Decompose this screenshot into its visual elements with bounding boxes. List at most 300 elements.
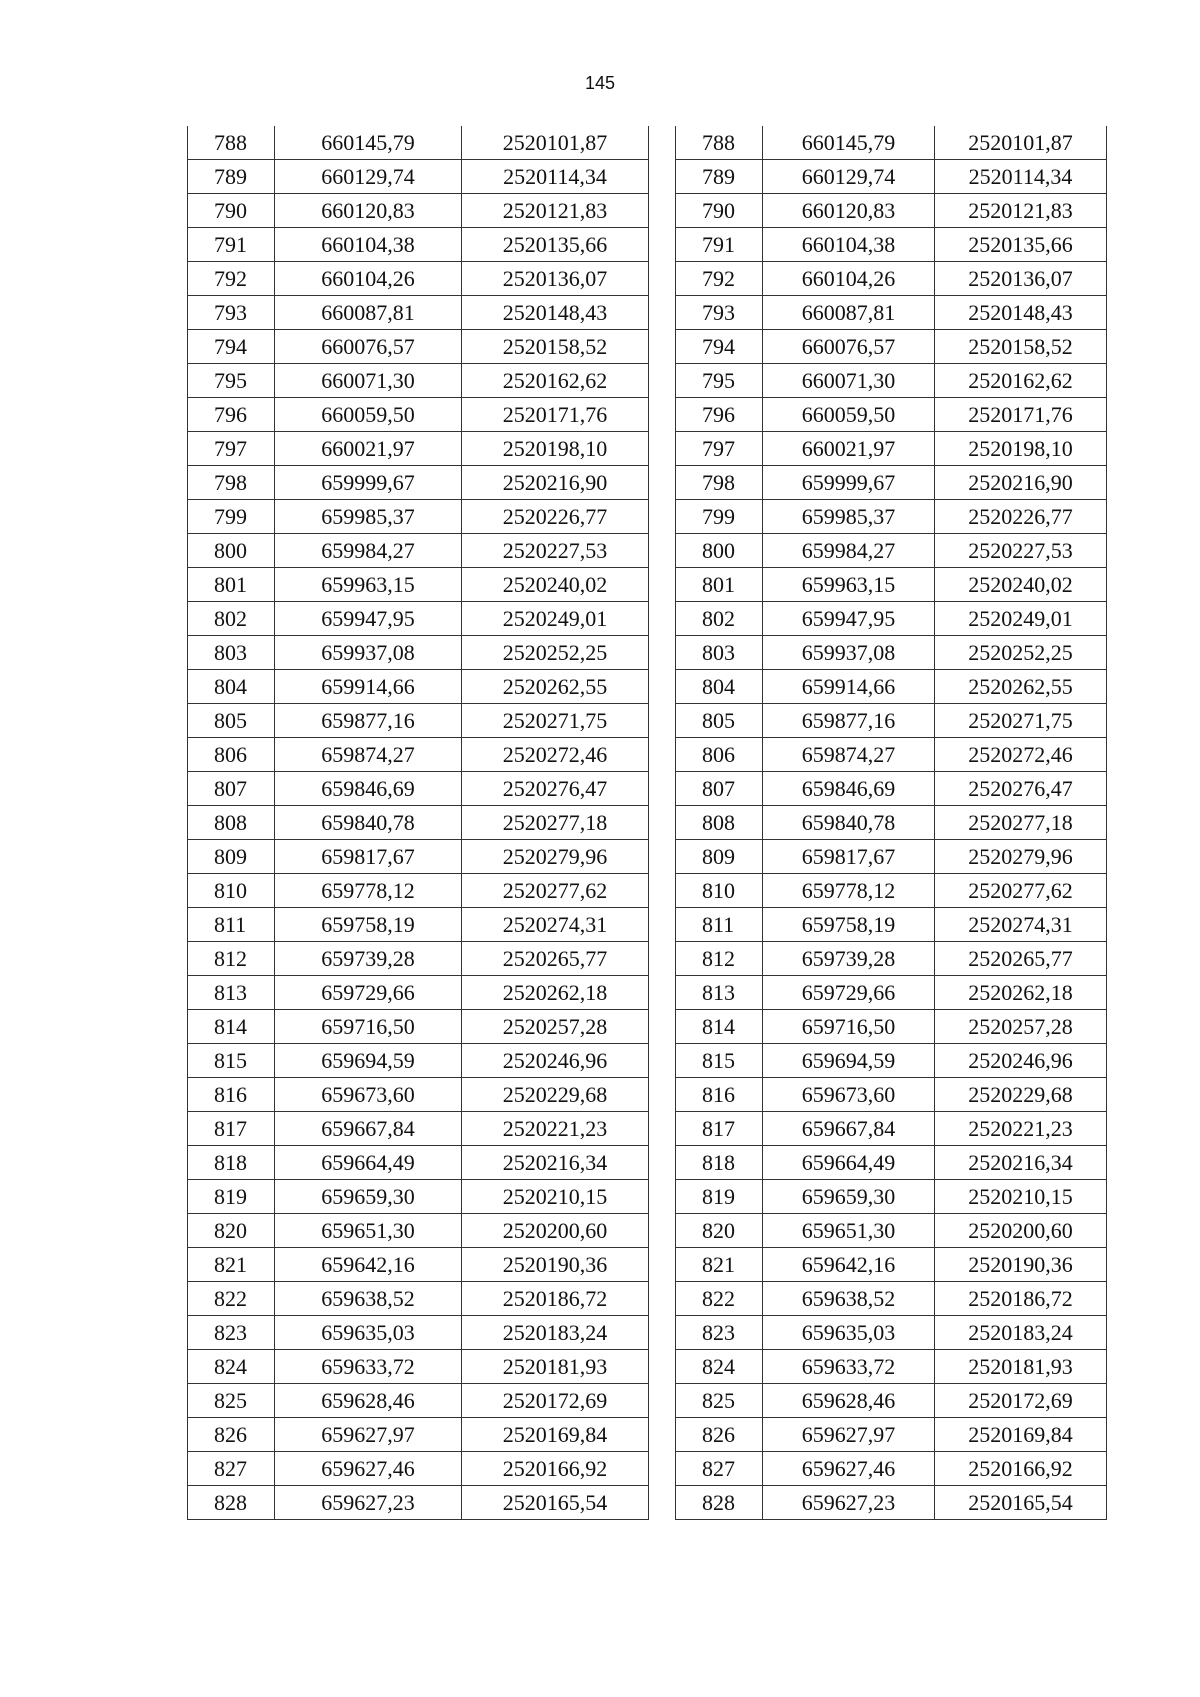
table-row	[676, 704, 1107, 738]
y-coordinate-cell: 2520171,76	[462, 398, 649, 432]
point-number-cell: 820	[676, 1214, 763, 1248]
table-row	[676, 466, 1107, 500]
table-row	[188, 1112, 649, 1146]
y-coordinate-cell: 2520271,75	[935, 704, 1107, 738]
y-coordinate-cell: 2520240,02	[935, 568, 1107, 602]
y-coordinate-cell: 2520272,46	[462, 738, 649, 772]
table-row	[188, 806, 649, 840]
point-number-cell: 814	[188, 1010, 275, 1044]
table-row	[676, 1078, 1107, 1112]
coordinates-table-right	[675, 126, 1107, 1520]
y-coordinate-cell: 2520210,15	[935, 1180, 1107, 1214]
y-coordinate-cell: 2520172,69	[935, 1384, 1107, 1418]
point-number-cell: 824	[188, 1350, 275, 1384]
point-number-cell: 794	[676, 330, 763, 364]
point-number-cell: 819	[188, 1180, 275, 1214]
point-number-cell: 806	[676, 738, 763, 772]
point-number-cell: 828	[188, 1486, 275, 1520]
point-number-cell: 822	[188, 1282, 275, 1316]
y-coordinate-cell: 2520158,52	[462, 330, 649, 364]
x-coordinate-cell: 659846,69	[275, 772, 462, 806]
y-coordinate-cell: 2520165,54	[935, 1486, 1107, 1520]
point-number-cell: 825	[676, 1384, 763, 1418]
point-number-cell: 791	[676, 228, 763, 262]
point-number-cell: 802	[188, 602, 275, 636]
y-coordinate-cell: 2520169,84	[935, 1418, 1107, 1452]
table-row	[676, 1418, 1107, 1452]
x-coordinate-cell: 660145,79	[275, 126, 462, 160]
point-number-cell: 810	[188, 874, 275, 908]
x-coordinate-cell: 659633,72	[763, 1350, 935, 1384]
table-row	[188, 670, 649, 704]
x-coordinate-cell: 660129,74	[275, 160, 462, 194]
y-coordinate-cell: 2520181,93	[935, 1350, 1107, 1384]
y-coordinate-cell: 2520186,72	[462, 1282, 649, 1316]
y-coordinate-cell: 2520148,43	[935, 296, 1107, 330]
point-number-cell: 790	[188, 194, 275, 228]
y-coordinate-cell: 2520114,34	[462, 160, 649, 194]
point-number-cell: 794	[188, 330, 275, 364]
table-row	[188, 1316, 649, 1350]
point-number-cell: 803	[188, 636, 275, 670]
y-coordinate-cell: 2520262,55	[462, 670, 649, 704]
table-row	[188, 500, 649, 534]
y-coordinate-cell: 2520257,28	[935, 1010, 1107, 1044]
x-coordinate-cell: 659627,97	[763, 1418, 935, 1452]
point-number-cell: 796	[676, 398, 763, 432]
x-coordinate-cell: 659659,30	[763, 1180, 935, 1214]
point-number-cell: 807	[188, 772, 275, 806]
x-coordinate-cell: 659642,16	[275, 1248, 462, 1282]
x-coordinate-cell: 659673,60	[763, 1078, 935, 1112]
x-coordinate-cell: 659937,08	[275, 636, 462, 670]
x-coordinate-cell: 659963,15	[763, 568, 935, 602]
x-coordinate-cell: 659937,08	[763, 636, 935, 670]
x-coordinate-cell: 660129,74	[763, 160, 935, 194]
point-number-cell: 818	[188, 1146, 275, 1180]
y-coordinate-cell: 2520121,83	[935, 194, 1107, 228]
y-coordinate-cell: 2520183,24	[935, 1316, 1107, 1350]
point-number-cell: 796	[188, 398, 275, 432]
x-coordinate-cell: 659729,66	[275, 976, 462, 1010]
page-number: 145	[584, 73, 616, 93]
x-coordinate-cell: 659673,60	[275, 1078, 462, 1112]
table-row	[188, 126, 649, 160]
x-coordinate-cell: 659914,66	[763, 670, 935, 704]
point-number-cell: 813	[676, 976, 763, 1010]
point-number-cell: 809	[676, 840, 763, 874]
point-number-cell: 809	[188, 840, 275, 874]
x-coordinate-cell: 660059,50	[763, 398, 935, 432]
point-number-cell: 815	[188, 1044, 275, 1078]
table-row	[676, 432, 1107, 466]
table-row	[676, 534, 1107, 568]
y-coordinate-cell: 2520221,23	[462, 1112, 649, 1146]
x-coordinate-cell: 660120,83	[275, 194, 462, 228]
x-coordinate-cell: 660076,57	[275, 330, 462, 364]
x-coordinate-cell: 659817,67	[275, 840, 462, 874]
y-coordinate-cell: 2520246,96	[462, 1044, 649, 1078]
point-number-cell: 792	[188, 262, 275, 296]
y-coordinate-cell: 2520198,10	[935, 432, 1107, 466]
table-row	[188, 602, 649, 636]
x-coordinate-cell: 659877,16	[763, 704, 935, 738]
x-coordinate-cell: 660059,50	[275, 398, 462, 432]
table-row	[188, 364, 649, 398]
x-coordinate-cell: 660071,30	[763, 364, 935, 398]
table-row	[188, 976, 649, 1010]
x-coordinate-cell: 659633,72	[275, 1350, 462, 1384]
x-coordinate-cell: 660071,30	[275, 364, 462, 398]
table-row	[188, 296, 649, 330]
y-coordinate-cell: 2520265,77	[935, 942, 1107, 976]
x-coordinate-cell: 659627,23	[763, 1486, 935, 1520]
y-coordinate-cell: 2520277,18	[462, 806, 649, 840]
x-coordinate-cell: 659694,59	[763, 1044, 935, 1078]
x-coordinate-cell: 659667,84	[763, 1112, 935, 1146]
x-coordinate-cell: 660145,79	[763, 126, 935, 160]
table-row	[676, 976, 1107, 1010]
y-coordinate-cell: 2520277,62	[462, 874, 649, 908]
y-coordinate-cell: 2520135,66	[935, 228, 1107, 262]
table-row	[676, 1146, 1107, 1180]
point-number-cell: 821	[676, 1248, 763, 1282]
point-number-cell: 797	[676, 432, 763, 466]
y-coordinate-cell: 2520190,36	[935, 1248, 1107, 1282]
x-coordinate-cell: 659627,23	[275, 1486, 462, 1520]
x-coordinate-cell: 660104,26	[275, 262, 462, 296]
point-number-cell: 815	[676, 1044, 763, 1078]
y-coordinate-cell: 2520271,75	[462, 704, 649, 738]
table-row	[676, 806, 1107, 840]
x-coordinate-cell: 659716,50	[763, 1010, 935, 1044]
y-coordinate-cell: 2520200,60	[462, 1214, 649, 1248]
point-number-cell: 808	[676, 806, 763, 840]
table-row	[676, 330, 1107, 364]
table-row	[188, 1180, 649, 1214]
y-coordinate-cell: 2520221,23	[935, 1112, 1107, 1146]
point-number-cell: 798	[676, 466, 763, 500]
table-row	[188, 1486, 649, 1520]
table-row	[188, 228, 649, 262]
table-row	[188, 1214, 649, 1248]
x-coordinate-cell: 659984,27	[763, 534, 935, 568]
table-row	[188, 568, 649, 602]
table-row	[188, 738, 649, 772]
x-coordinate-cell: 659947,95	[763, 602, 935, 636]
point-number-cell: 802	[676, 602, 763, 636]
y-coordinate-cell: 2520229,68	[935, 1078, 1107, 1112]
x-coordinate-cell: 659627,46	[275, 1452, 462, 1486]
table-row	[676, 160, 1107, 194]
y-coordinate-cell: 2520148,43	[462, 296, 649, 330]
y-coordinate-cell: 2520183,24	[462, 1316, 649, 1350]
point-number-cell: 803	[676, 636, 763, 670]
x-coordinate-cell: 660087,81	[275, 296, 462, 330]
table-row	[676, 1282, 1107, 1316]
table-row	[188, 1350, 649, 1384]
point-number-cell: 797	[188, 432, 275, 466]
table-row	[676, 1180, 1107, 1214]
point-number-cell: 827	[188, 1452, 275, 1486]
point-number-cell: 812	[676, 942, 763, 976]
table-row	[676, 1452, 1107, 1486]
x-coordinate-cell: 659778,12	[275, 874, 462, 908]
x-coordinate-cell: 659999,67	[275, 466, 462, 500]
table-row	[676, 1350, 1107, 1384]
y-coordinate-cell: 2520272,46	[935, 738, 1107, 772]
y-coordinate-cell: 2520262,18	[935, 976, 1107, 1010]
point-number-cell: 805	[676, 704, 763, 738]
y-coordinate-cell: 2520276,47	[462, 772, 649, 806]
table-row	[676, 228, 1107, 262]
point-number-cell: 813	[188, 976, 275, 1010]
x-coordinate-cell: 659628,46	[275, 1384, 462, 1418]
table-row	[188, 1044, 649, 1078]
y-coordinate-cell: 2520190,36	[462, 1248, 649, 1282]
table-row	[188, 1282, 649, 1316]
point-number-cell: 800	[676, 534, 763, 568]
x-coordinate-cell: 659914,66	[275, 670, 462, 704]
x-coordinate-cell: 659659,30	[275, 1180, 462, 1214]
table-row	[676, 738, 1107, 772]
y-coordinate-cell: 2520169,84	[462, 1418, 649, 1452]
point-number-cell: 804	[188, 670, 275, 704]
point-number-cell: 788	[188, 126, 275, 160]
y-coordinate-cell: 2520277,62	[935, 874, 1107, 908]
table-row	[676, 670, 1107, 704]
table-row	[676, 1010, 1107, 1044]
y-coordinate-cell: 2520166,92	[462, 1452, 649, 1486]
table-row	[676, 1384, 1107, 1418]
x-coordinate-cell: 659651,30	[275, 1214, 462, 1248]
y-coordinate-cell: 2520210,15	[462, 1180, 649, 1214]
point-number-cell: 791	[188, 228, 275, 262]
point-number-cell: 811	[188, 908, 275, 942]
y-coordinate-cell: 2520172,69	[462, 1384, 649, 1418]
x-coordinate-cell: 659664,49	[763, 1146, 935, 1180]
y-coordinate-cell: 2520276,47	[935, 772, 1107, 806]
y-coordinate-cell: 2520262,18	[462, 976, 649, 1010]
y-coordinate-cell: 2520229,68	[462, 1078, 649, 1112]
table-row	[676, 636, 1107, 670]
table-row	[188, 1146, 649, 1180]
x-coordinate-cell: 659758,19	[275, 908, 462, 942]
y-coordinate-cell: 2520216,90	[935, 466, 1107, 500]
table-row	[676, 568, 1107, 602]
y-coordinate-cell: 2520246,96	[935, 1044, 1107, 1078]
x-coordinate-cell: 660104,38	[275, 228, 462, 262]
x-coordinate-cell: 660076,57	[763, 330, 935, 364]
y-coordinate-cell: 2520216,90	[462, 466, 649, 500]
y-coordinate-cell: 2520166,92	[935, 1452, 1107, 1486]
point-number-cell: 800	[188, 534, 275, 568]
table-row	[188, 840, 649, 874]
point-number-cell: 798	[188, 466, 275, 500]
y-coordinate-cell: 2520171,76	[935, 398, 1107, 432]
table-row	[676, 1112, 1107, 1146]
table-row	[188, 330, 649, 364]
table-row	[188, 772, 649, 806]
point-number-cell: 816	[676, 1078, 763, 1112]
y-coordinate-cell: 2520181,93	[462, 1350, 649, 1384]
table-row	[676, 194, 1107, 228]
point-number-cell: 820	[188, 1214, 275, 1248]
table-row	[188, 636, 649, 670]
table-row	[676, 262, 1107, 296]
y-coordinate-cell: 2520265,77	[462, 942, 649, 976]
table-row	[676, 908, 1107, 942]
y-coordinate-cell: 2520226,77	[462, 500, 649, 534]
point-number-cell: 826	[676, 1418, 763, 1452]
y-coordinate-cell: 2520165,54	[462, 1486, 649, 1520]
x-coordinate-cell: 659642,16	[763, 1248, 935, 1282]
x-coordinate-cell: 660021,97	[763, 432, 935, 466]
x-coordinate-cell: 660021,97	[275, 432, 462, 466]
x-coordinate-cell: 659739,28	[275, 942, 462, 976]
x-coordinate-cell: 659874,27	[763, 738, 935, 772]
point-number-cell: 817	[188, 1112, 275, 1146]
table-row	[188, 1384, 649, 1418]
y-coordinate-cell: 2520274,31	[462, 908, 649, 942]
x-coordinate-cell: 659999,67	[763, 466, 935, 500]
y-coordinate-cell: 2520101,87	[935, 126, 1107, 160]
point-number-cell: 810	[676, 874, 763, 908]
x-coordinate-cell: 659846,69	[763, 772, 935, 806]
table-row	[676, 126, 1107, 160]
table-row	[676, 1486, 1107, 1520]
x-coordinate-cell: 659874,27	[275, 738, 462, 772]
table-row	[676, 364, 1107, 398]
table-row	[676, 602, 1107, 636]
table-row	[188, 1078, 649, 1112]
point-number-cell: 818	[676, 1146, 763, 1180]
point-number-cell: 793	[676, 296, 763, 330]
x-coordinate-cell: 659963,15	[275, 568, 462, 602]
table-row	[188, 1248, 649, 1282]
y-coordinate-cell: 2520279,96	[462, 840, 649, 874]
y-coordinate-cell: 2520249,01	[935, 602, 1107, 636]
x-coordinate-cell: 659778,12	[763, 874, 935, 908]
y-coordinate-cell: 2520186,72	[935, 1282, 1107, 1316]
point-number-cell: 808	[188, 806, 275, 840]
y-coordinate-cell: 2520227,53	[462, 534, 649, 568]
x-coordinate-cell: 659877,16	[275, 704, 462, 738]
table-row	[676, 1214, 1107, 1248]
table-row	[676, 772, 1107, 806]
point-number-cell: 805	[188, 704, 275, 738]
point-number-cell: 816	[188, 1078, 275, 1112]
y-coordinate-cell: 2520158,52	[935, 330, 1107, 364]
y-coordinate-cell: 2520252,25	[462, 636, 649, 670]
point-number-cell: 788	[676, 126, 763, 160]
point-number-cell: 789	[188, 160, 275, 194]
table-row	[676, 1316, 1107, 1350]
table-row	[676, 942, 1107, 976]
x-coordinate-cell: 659638,52	[275, 1282, 462, 1316]
table-row	[188, 262, 649, 296]
x-coordinate-cell: 659694,59	[275, 1044, 462, 1078]
table-row	[188, 194, 649, 228]
point-number-cell: 812	[188, 942, 275, 976]
table-row	[676, 840, 1107, 874]
point-number-cell: 804	[676, 670, 763, 704]
x-coordinate-cell: 659985,37	[763, 500, 935, 534]
point-number-cell: 790	[676, 194, 763, 228]
point-number-cell: 792	[676, 262, 763, 296]
x-coordinate-cell: 659729,66	[763, 976, 935, 1010]
y-coordinate-cell: 2520162,62	[935, 364, 1107, 398]
table-row	[188, 466, 649, 500]
y-coordinate-cell: 2520114,34	[935, 160, 1107, 194]
y-coordinate-cell: 2520249,01	[462, 602, 649, 636]
x-coordinate-cell: 659664,49	[275, 1146, 462, 1180]
point-number-cell: 806	[188, 738, 275, 772]
y-coordinate-cell: 2520279,96	[935, 840, 1107, 874]
point-number-cell: 827	[676, 1452, 763, 1486]
x-coordinate-cell: 660104,38	[763, 228, 935, 262]
x-coordinate-cell: 659635,03	[275, 1316, 462, 1350]
x-coordinate-cell: 660120,83	[763, 194, 935, 228]
point-number-cell: 822	[676, 1282, 763, 1316]
x-coordinate-cell: 659947,95	[275, 602, 462, 636]
point-number-cell: 811	[676, 908, 763, 942]
y-coordinate-cell: 2520198,10	[462, 432, 649, 466]
x-coordinate-cell: 659628,46	[763, 1384, 935, 1418]
x-coordinate-cell: 659984,27	[275, 534, 462, 568]
point-number-cell: 826	[188, 1418, 275, 1452]
y-coordinate-cell: 2520162,62	[462, 364, 649, 398]
table-row	[188, 160, 649, 194]
table-row	[188, 942, 649, 976]
point-number-cell: 793	[188, 296, 275, 330]
table-row	[676, 296, 1107, 330]
table-row	[676, 874, 1107, 908]
table-row	[188, 1452, 649, 1486]
point-number-cell: 814	[676, 1010, 763, 1044]
point-number-cell: 823	[676, 1316, 763, 1350]
table-row	[676, 1044, 1107, 1078]
x-coordinate-cell: 659627,46	[763, 1452, 935, 1486]
y-coordinate-cell: 2520227,53	[935, 534, 1107, 568]
x-coordinate-cell: 659627,97	[275, 1418, 462, 1452]
y-coordinate-cell: 2520252,25	[935, 636, 1107, 670]
table-row	[676, 398, 1107, 432]
point-number-cell: 801	[676, 568, 763, 602]
x-coordinate-cell: 659635,03	[763, 1316, 935, 1350]
x-coordinate-cell: 659817,67	[763, 840, 935, 874]
table-row	[188, 432, 649, 466]
y-coordinate-cell: 2520262,55	[935, 670, 1107, 704]
table-row	[188, 1418, 649, 1452]
table-row	[676, 500, 1107, 534]
point-number-cell: 817	[676, 1112, 763, 1146]
y-coordinate-cell: 2520226,77	[935, 500, 1107, 534]
y-coordinate-cell: 2520216,34	[935, 1146, 1107, 1180]
x-coordinate-cell: 659840,78	[275, 806, 462, 840]
table-row	[188, 534, 649, 568]
x-coordinate-cell: 659758,19	[763, 908, 935, 942]
y-coordinate-cell: 2520240,02	[462, 568, 649, 602]
y-coordinate-cell: 2520135,66	[462, 228, 649, 262]
y-coordinate-cell: 2520136,07	[462, 262, 649, 296]
point-number-cell: 799	[188, 500, 275, 534]
y-coordinate-cell: 2520121,83	[462, 194, 649, 228]
x-coordinate-cell: 659739,28	[763, 942, 935, 976]
table-row	[676, 1248, 1107, 1282]
x-coordinate-cell: 659667,84	[275, 1112, 462, 1146]
point-number-cell: 789	[676, 160, 763, 194]
